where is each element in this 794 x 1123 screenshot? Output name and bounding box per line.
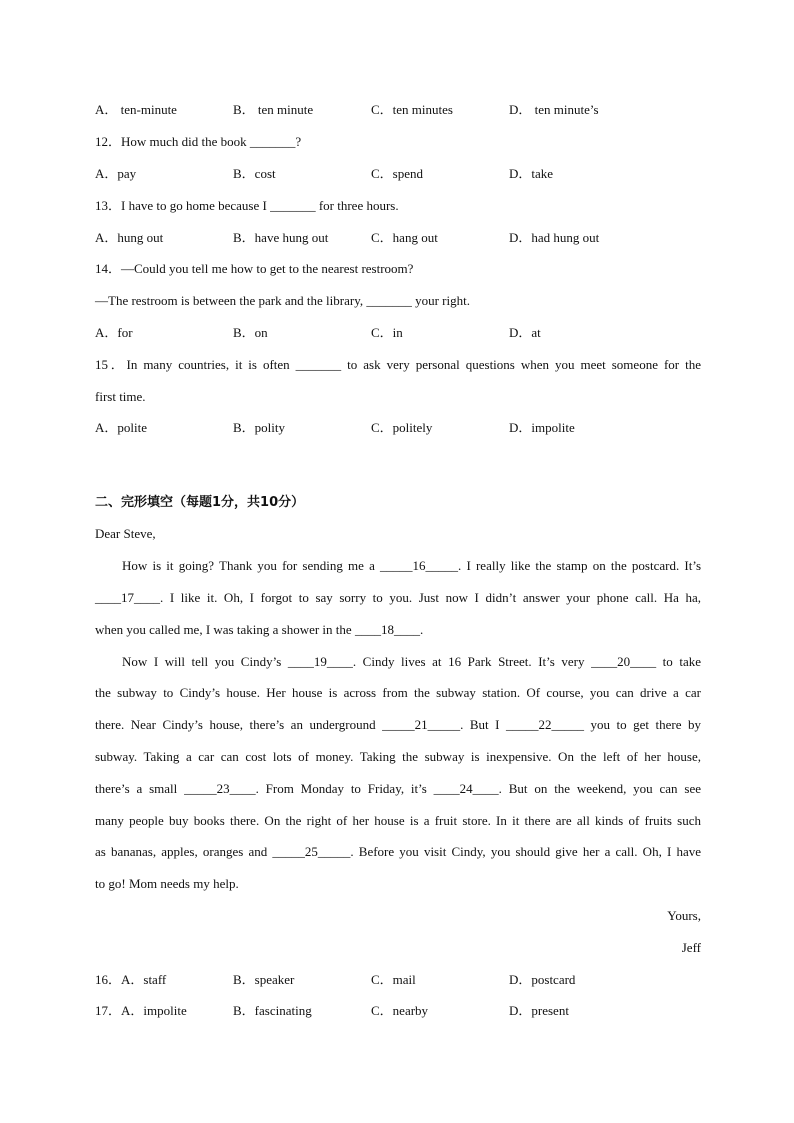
letter-text: to take bbox=[656, 654, 702, 669]
q13-option-a: A．hung out bbox=[95, 230, 164, 245]
letter-p2-line1 bbox=[122, 654, 701, 670]
letter-text: there’s a small bbox=[95, 781, 185, 796]
q15-stem-continued: first time. bbox=[95, 389, 146, 404]
q16-options bbox=[95, 972, 701, 988]
q13-stem: 13．I have to go home because I _______ for three hours. bbox=[95, 198, 399, 213]
blank-18: ____18____ bbox=[354, 622, 420, 637]
q12-option-c: C．spend bbox=[371, 166, 424, 181]
q16-option-b: B．speaker bbox=[233, 972, 295, 987]
q14-option-b: B．on bbox=[233, 325, 268, 340]
letter-text: How is it going? Thank you for sending me a bbox=[122, 558, 381, 573]
letter-p2-line6: many people buy books there. On the right of her house is a fruit store. In it there are all kinds of fruits such bbox=[95, 813, 701, 828]
q12-option-a: A．pay bbox=[95, 166, 137, 181]
q11-option-b: B． ten minute bbox=[233, 102, 314, 117]
section-title: 二、完形填空（每题1分，共10分） bbox=[95, 495, 305, 510]
letter-text: as bananas, apples, oranges and bbox=[95, 844, 273, 859]
letter-p1-line3 bbox=[95, 622, 701, 638]
q14-stem-reply: —The restroom is between the park and the library, _______ your right. bbox=[95, 293, 470, 308]
letter-p2-line5 bbox=[95, 781, 701, 797]
blank-19: ____19____ bbox=[287, 654, 353, 669]
q15-stem: 15．In many countries, it is often _______ to ask very personal questions when you meet someone for the bbox=[95, 357, 701, 372]
q12-stem: 12．How much did the book _______? bbox=[95, 134, 302, 149]
q16-option-c: C．mail bbox=[371, 972, 416, 987]
q15-option-d: D．impolite bbox=[509, 420, 575, 435]
blank-21: _____21_____ bbox=[382, 717, 461, 732]
q14-stem: 14．—Could you tell me how to get to the nearest restroom? bbox=[95, 261, 414, 276]
letter-text: . But I bbox=[460, 717, 507, 732]
letter-text: there. Near Cindy’s house, there’s an underground bbox=[95, 717, 383, 732]
q15-option-b: B．polity bbox=[233, 420, 286, 435]
letter-p1-line1 bbox=[122, 558, 701, 574]
letter-text: . But on the weekend, you can see bbox=[498, 781, 701, 796]
q11-option-d: D． ten minute’s bbox=[509, 102, 599, 117]
q14-option-d: D．at bbox=[509, 325, 541, 340]
letter-signature: Jeff bbox=[681, 940, 701, 955]
blank-23: _____23____ bbox=[184, 781, 256, 796]
blank-20: ____20____ bbox=[591, 654, 657, 669]
letter-p1-line2 bbox=[95, 590, 701, 606]
q15-option-c: C．politely bbox=[371, 420, 433, 435]
letter-greeting: Dear Steve, bbox=[95, 526, 156, 541]
q11-option-c: C．ten minutes bbox=[371, 102, 453, 117]
letter-text: . I like it. Oh, I forgot to say sorry to you. Just now I didn’t answer your phone call. Ha ha, bbox=[160, 590, 701, 605]
q17-option-c: C．nearby bbox=[371, 1003, 429, 1018]
q12-options bbox=[95, 166, 701, 182]
q15-options bbox=[95, 420, 701, 436]
q17-option-a: 17．A．impolite bbox=[95, 1003, 187, 1018]
letter-text: when you called me, I was taking a shower in the bbox=[95, 622, 355, 637]
letter-text: Now I will tell you Cindy’s bbox=[122, 654, 288, 669]
q14-option-c: C．in bbox=[371, 325, 403, 340]
q17-option-d: D．present bbox=[509, 1003, 569, 1018]
q14-option-a: A．for bbox=[95, 325, 133, 340]
letter-text: you to get there by bbox=[584, 717, 701, 732]
q13-options bbox=[95, 230, 701, 246]
letter-text: . bbox=[419, 622, 424, 637]
letter-text: . From Monday to Friday, it’s bbox=[255, 781, 434, 796]
q13-option-b: B．have hung out bbox=[233, 230, 329, 245]
blank-25: _____25_____ bbox=[272, 844, 351, 859]
blank-22: _____22_____ bbox=[506, 717, 585, 732]
letter-p2-line2: the subway to Cindy’s house. Her house is across from the subway station. Of course, you can drive a car bbox=[95, 685, 701, 700]
blank-16: _____16_____ bbox=[380, 558, 459, 573]
q16-option-d: D．postcard bbox=[509, 972, 576, 987]
letter-text: . Cindy lives at 16 Park Street. It’s very bbox=[352, 654, 592, 669]
q12-option-d: D．take bbox=[509, 166, 554, 181]
q17-options bbox=[95, 1003, 701, 1019]
letter-text: . I really like the stamp on the postcard. It’s bbox=[458, 558, 702, 573]
q11-option-a: A． ten-minute bbox=[95, 102, 177, 117]
blank-24: ____24____ bbox=[433, 781, 499, 796]
q16-option-a: 16．A．staff bbox=[95, 972, 167, 987]
letter-p2-line3 bbox=[95, 717, 701, 733]
q12-option-b: B．cost bbox=[233, 166, 276, 181]
letter-p2-line4: subway. Taking a car can cost lots of money. Taking the subway is inexpensive. On the left of her house, bbox=[95, 749, 701, 764]
letter-p2-line8: to go! Mom needs my help. bbox=[95, 876, 239, 891]
letter-closing: Yours, bbox=[667, 908, 701, 923]
q13-option-d: D．had hung out bbox=[509, 230, 600, 245]
q11-options bbox=[95, 102, 701, 118]
q15-option-a: A．polite bbox=[95, 420, 147, 435]
q17-option-b: B．fascinating bbox=[233, 1003, 312, 1018]
letter-p2-line7 bbox=[95, 844, 701, 860]
blank-17: ____17____ bbox=[95, 590, 160, 605]
q13-option-c: C．hang out bbox=[371, 230, 438, 245]
q14-options bbox=[95, 325, 701, 341]
letter-text: . Before you visit Cindy, you should give her a call. Oh, I have bbox=[350, 844, 701, 859]
